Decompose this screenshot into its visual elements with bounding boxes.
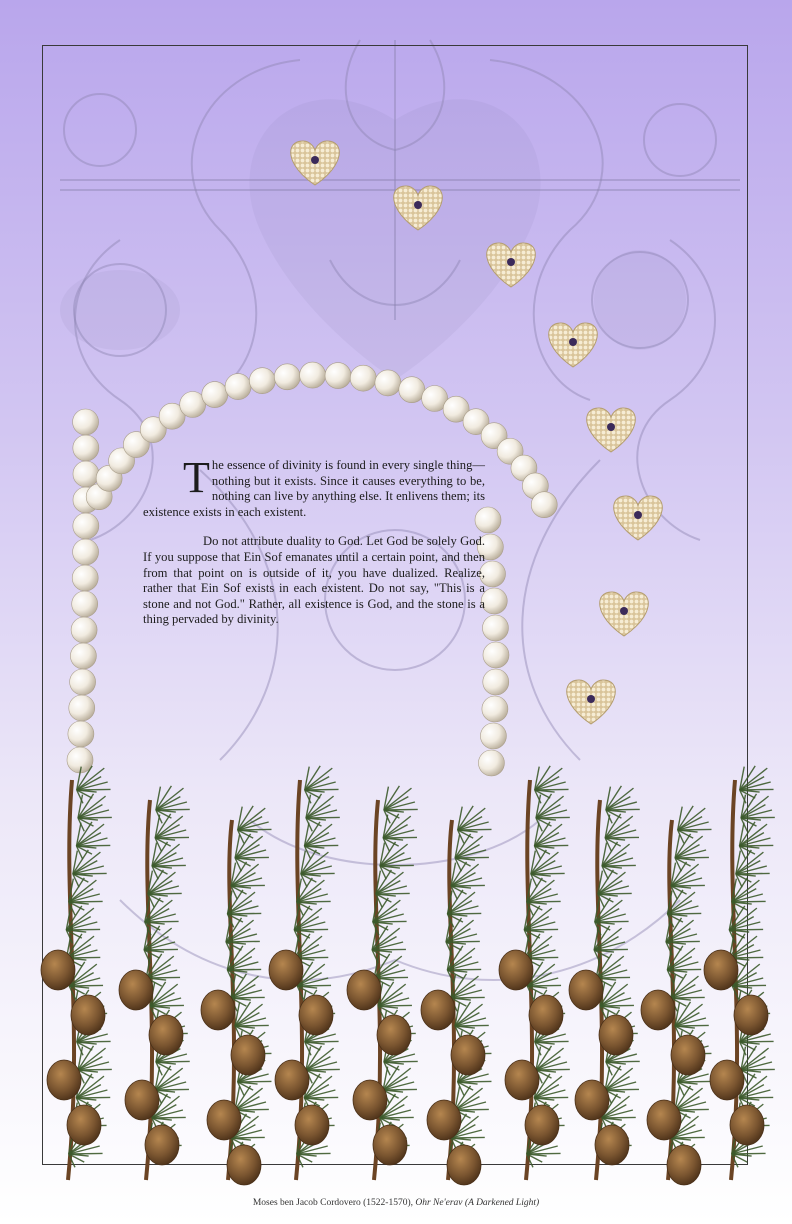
- pine-cone: [207, 1100, 241, 1140]
- pine-cone: [647, 1100, 681, 1140]
- pine-cone: [149, 1015, 183, 1055]
- pine-cone: [529, 995, 563, 1035]
- pine-cone: [641, 990, 675, 1030]
- pine-cone: [67, 1105, 101, 1145]
- pine-branch: [269, 766, 340, 1180]
- attribution-caption: [0, 1198, 792, 1208]
- pine-cone: [421, 990, 455, 1030]
- pine-cone: [201, 990, 235, 1030]
- pine-cone: [145, 1125, 179, 1165]
- quote-paragraph-2: Do not attribute duality to God. Let God be solely God. If you suppose that Ein Sof emanates until a certain point, and then from that point on is outside of it, you have dualized. Realize, rather that Ein Sof exists in each existent. Do not say, "This is a stone and not God." Rather, all existence is God, and the stone is a thing pervaded by divinity.: [143, 534, 485, 627]
- pine-branch: [201, 806, 272, 1185]
- pine-branch: [41, 766, 112, 1180]
- pine-branch: [569, 786, 640, 1180]
- pine-cone: [269, 950, 303, 990]
- pine-cone: [373, 1125, 407, 1165]
- pine-cone: [275, 1060, 309, 1100]
- pine-cone: [704, 950, 738, 990]
- pine-cone: [427, 1100, 461, 1140]
- pine-branch: [119, 786, 190, 1180]
- pine-branch: [641, 806, 712, 1185]
- caption-translation: (A Darkened Light): [464, 1198, 540, 1208]
- pine-branch: [347, 786, 418, 1180]
- pine-cone: [295, 1105, 329, 1145]
- pine-cone: [667, 1145, 701, 1185]
- pine-cone: [710, 1060, 744, 1100]
- pine-cone: [347, 970, 381, 1010]
- caption-work: Ohr Ne'erav: [415, 1198, 463, 1208]
- caption-author: Moses ben Jacob Cordovero (1522-1570),: [252, 1198, 416, 1208]
- pine-cone: [447, 1145, 481, 1185]
- drop-cap: T: [183, 453, 210, 502]
- pine-cone: [353, 1080, 387, 1120]
- pine-cone: [734, 995, 768, 1035]
- pine-cone: [41, 950, 75, 990]
- pine-branch: [499, 766, 570, 1180]
- pine-cone: [595, 1125, 629, 1165]
- pine-cone: [599, 1015, 633, 1055]
- pine-cone: [125, 1080, 159, 1120]
- pine-cone: [451, 1035, 485, 1075]
- pine-branch: [704, 766, 775, 1180]
- pine-cone: [499, 950, 533, 990]
- pine-cone: [299, 995, 333, 1035]
- pine-cone: [119, 970, 153, 1010]
- pine-cone: [575, 1080, 609, 1120]
- pine-cone: [569, 970, 603, 1010]
- pine-cone: [671, 1035, 705, 1075]
- pine-cone: [71, 995, 105, 1035]
- pine-branch: [421, 806, 492, 1185]
- pine-cone: [231, 1035, 265, 1075]
- pine-cone: [47, 1060, 81, 1100]
- pine-cone: [227, 1145, 261, 1185]
- quote-paragraph-1-text: he essence of divinity is found in every single thing—nothing but it exists. Since it causes everything to be, nothing can live by anything else. It enlivens them; its existence exists in each existent.: [143, 458, 485, 519]
- pine-cone: [505, 1060, 539, 1100]
- pine-cone: [377, 1015, 411, 1055]
- pine-cone: [730, 1105, 764, 1145]
- pine-cone: [525, 1105, 559, 1145]
